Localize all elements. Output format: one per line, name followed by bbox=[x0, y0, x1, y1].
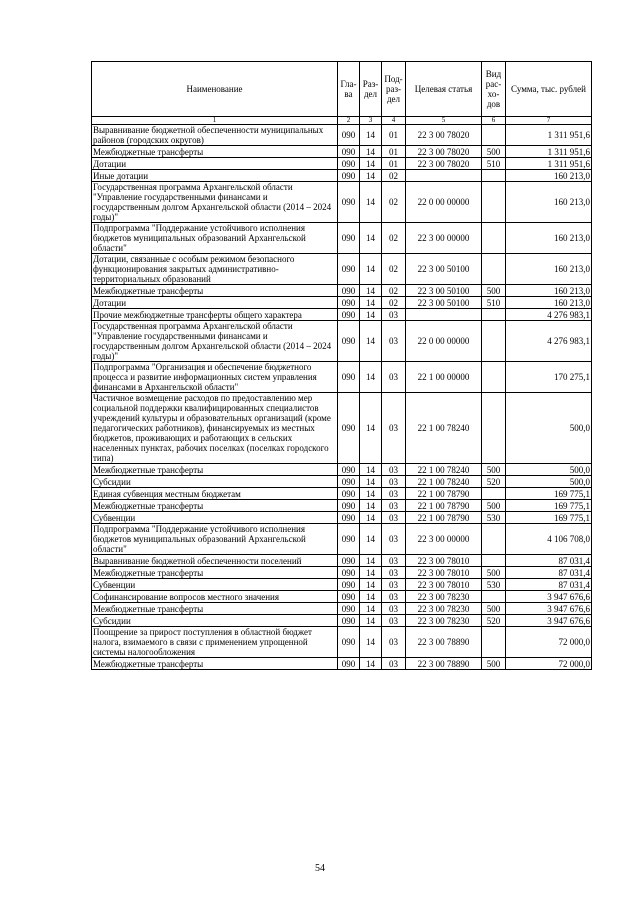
row-podrazdel: 03 bbox=[382, 524, 406, 555]
column-numbers-row bbox=[92, 117, 592, 125]
row-name: Межбюджетные трансферты bbox=[92, 603, 338, 615]
table-header-row bbox=[92, 62, 592, 117]
row-vid bbox=[482, 223, 506, 254]
row-name: Выравнивание бюджетной обеспеченности муниципальных районов (городских округов) bbox=[92, 125, 338, 146]
table-row bbox=[92, 627, 592, 658]
row-sum: 170 275,1 bbox=[506, 362, 592, 393]
row-target bbox=[406, 170, 482, 182]
row-target bbox=[406, 309, 482, 321]
row-podrazdel: 03 bbox=[382, 512, 406, 524]
table-row bbox=[92, 524, 592, 555]
row-name: Межбюджетные трансферты bbox=[92, 567, 338, 579]
row-name: Межбюджетные трансферты bbox=[92, 500, 338, 512]
row-vid: 530 bbox=[482, 512, 506, 524]
row-podrazdel: 02 bbox=[382, 170, 406, 182]
table-row bbox=[92, 309, 592, 321]
row-name: Межбюджетные трансферты bbox=[92, 464, 338, 476]
header-name: Наименование bbox=[92, 62, 338, 117]
row-sum: 3 947 676,6 bbox=[506, 615, 592, 627]
row-sum: 169 775,1 bbox=[506, 500, 592, 512]
row-razdel: 14 bbox=[360, 512, 382, 524]
table-row bbox=[92, 146, 592, 158]
row-glava: 090 bbox=[338, 309, 360, 321]
row-podrazdel: 03 bbox=[382, 591, 406, 603]
row-sum: 500,0 bbox=[506, 464, 592, 476]
row-vid bbox=[482, 125, 506, 146]
row-name: Частичное возмещение расходов по предоставлению мер социальной поддержки квалифицированных специалистов учреждений культуры и образовательных организаций (кроме педагогических работников), финансируемых из местных бюджетов, проживающих и работающих в сельских населенных пунктах, рабочих поселках (поселках городского типа) bbox=[92, 393, 338, 464]
table-row bbox=[92, 500, 592, 512]
row-glava: 090 bbox=[338, 158, 360, 170]
table-row bbox=[92, 182, 592, 223]
row-vid bbox=[482, 170, 506, 182]
row-razdel: 14 bbox=[360, 500, 382, 512]
row-sum: 1 311 951,6 bbox=[506, 146, 592, 158]
row-sum: 500,0 bbox=[506, 393, 592, 464]
row-sum: 160 213,0 bbox=[506, 170, 592, 182]
table-row bbox=[92, 223, 592, 254]
row-name: Подпрограмма "Организация и обеспечение бюджетного процесса и развитие информационных систем управления финансами в Архангельской области" bbox=[92, 362, 338, 393]
row-vid: 500 bbox=[482, 603, 506, 615]
row-podrazdel: 02 bbox=[382, 223, 406, 254]
table-row bbox=[92, 579, 592, 591]
row-sum: 72 000,0 bbox=[506, 627, 592, 658]
header-sum: Сумма, тыс. рублей bbox=[506, 62, 592, 117]
row-podrazdel: 03 bbox=[382, 579, 406, 591]
row-sum: 169 775,1 bbox=[506, 512, 592, 524]
row-name: Дотации bbox=[92, 158, 338, 170]
column-number: 2 bbox=[338, 117, 360, 125]
row-razdel: 14 bbox=[360, 393, 382, 464]
row-glava: 090 bbox=[338, 321, 360, 362]
row-vid: 510 bbox=[482, 297, 506, 309]
row-target: 22 1 00 78790 bbox=[406, 512, 482, 524]
row-razdel: 14 bbox=[360, 223, 382, 254]
column-number: 5 bbox=[406, 117, 482, 125]
table-row bbox=[92, 170, 592, 182]
row-target: 22 1 00 78240 bbox=[406, 464, 482, 476]
row-razdel: 14 bbox=[360, 254, 382, 285]
row-podrazdel: 02 bbox=[382, 254, 406, 285]
row-razdel: 14 bbox=[360, 555, 382, 567]
row-target: 22 3 00 78010 bbox=[406, 555, 482, 567]
table-row bbox=[92, 488, 592, 500]
row-sum: 1 311 951,6 bbox=[506, 158, 592, 170]
header-glava: Гла-ва bbox=[338, 62, 360, 117]
row-target: 22 1 00 78240 bbox=[406, 476, 482, 488]
table-row bbox=[92, 476, 592, 488]
table-row bbox=[92, 615, 592, 627]
row-vid: 520 bbox=[482, 615, 506, 627]
table-row bbox=[92, 603, 592, 615]
row-target: 22 3 00 78020 bbox=[406, 125, 482, 146]
row-name: Межбюджетные трансферты bbox=[92, 658, 338, 670]
row-name: Межбюджетные трансферты bbox=[92, 146, 338, 158]
page-number: 54 bbox=[315, 863, 325, 874]
row-razdel: 14 bbox=[360, 297, 382, 309]
column-number: 1 bbox=[92, 117, 338, 125]
row-name: Выравнивание бюджетной обеспеченности поселений bbox=[92, 555, 338, 567]
row-razdel: 14 bbox=[360, 658, 382, 670]
row-name: Субвенции bbox=[92, 579, 338, 591]
row-vid bbox=[482, 393, 506, 464]
row-podrazdel: 03 bbox=[382, 362, 406, 393]
row-podrazdel: 03 bbox=[382, 555, 406, 567]
row-sum: 87 031,4 bbox=[506, 567, 592, 579]
row-glava: 090 bbox=[338, 579, 360, 591]
table-row bbox=[92, 125, 592, 146]
row-sum: 160 213,0 bbox=[506, 285, 592, 297]
row-podrazdel: 03 bbox=[382, 464, 406, 476]
row-vid: 500 bbox=[482, 567, 506, 579]
table-row bbox=[92, 254, 592, 285]
row-vid bbox=[482, 182, 506, 223]
row-glava: 090 bbox=[338, 524, 360, 555]
row-razdel: 14 bbox=[360, 285, 382, 297]
row-vid bbox=[482, 309, 506, 321]
table-row bbox=[92, 567, 592, 579]
row-vid bbox=[482, 627, 506, 658]
row-podrazdel: 01 bbox=[382, 158, 406, 170]
table-row bbox=[92, 297, 592, 309]
row-target: 22 3 00 00000 bbox=[406, 223, 482, 254]
row-target: 22 3 00 78230 bbox=[406, 615, 482, 627]
row-razdel: 14 bbox=[360, 615, 382, 627]
row-razdel: 14 bbox=[360, 170, 382, 182]
table-row bbox=[92, 555, 592, 567]
row-name: Софинансирование вопросов местного значения bbox=[92, 591, 338, 603]
row-podrazdel: 03 bbox=[382, 567, 406, 579]
column-number: 3 bbox=[360, 117, 382, 125]
row-glava: 090 bbox=[338, 393, 360, 464]
row-podrazdel: 03 bbox=[382, 603, 406, 615]
header-target: Целевая статья bbox=[406, 62, 482, 117]
row-vid bbox=[482, 321, 506, 362]
row-name: Дотации, связанные с особым режимом безопасного функционирования закрытых административно-территориальных образований bbox=[92, 254, 338, 285]
row-podrazdel: 03 bbox=[382, 658, 406, 670]
row-sum: 169 775,1 bbox=[506, 488, 592, 500]
row-podrazdel: 03 bbox=[382, 627, 406, 658]
row-glava: 090 bbox=[338, 476, 360, 488]
row-target: 22 3 00 78020 bbox=[406, 146, 482, 158]
row-name: Межбюджетные трансферты bbox=[92, 285, 338, 297]
row-podrazdel: 01 bbox=[382, 146, 406, 158]
table-row bbox=[92, 464, 592, 476]
row-podrazdel: 03 bbox=[382, 500, 406, 512]
row-glava: 090 bbox=[338, 627, 360, 658]
row-razdel: 14 bbox=[360, 627, 382, 658]
row-name: Субвенции bbox=[92, 512, 338, 524]
row-name: Прочие межбюджетные трансферты общего характера bbox=[92, 309, 338, 321]
row-name: Государственная программа Архангельской области "Управление государственными финансами и государственным долгом Архангельской области (2014 – 2024 годы)" bbox=[92, 182, 338, 223]
row-sum: 87 031,4 bbox=[506, 579, 592, 591]
row-podrazdel: 03 bbox=[382, 615, 406, 627]
row-glava: 090 bbox=[338, 567, 360, 579]
row-glava: 090 bbox=[338, 170, 360, 182]
table-row bbox=[92, 393, 592, 464]
row-sum: 72 000,0 bbox=[506, 658, 592, 670]
table-row bbox=[92, 285, 592, 297]
table-row bbox=[92, 512, 592, 524]
row-razdel: 14 bbox=[360, 464, 382, 476]
row-razdel: 14 bbox=[360, 567, 382, 579]
row-razdel: 14 bbox=[360, 182, 382, 223]
row-vid: 520 bbox=[482, 476, 506, 488]
row-glava: 090 bbox=[338, 254, 360, 285]
row-vid: 500 bbox=[482, 146, 506, 158]
budget-table bbox=[91, 61, 592, 670]
row-sum: 1 311 951,6 bbox=[506, 125, 592, 146]
row-target: 22 3 00 78230 bbox=[406, 591, 482, 603]
row-vid: 500 bbox=[482, 500, 506, 512]
table-row bbox=[92, 362, 592, 393]
row-vid bbox=[482, 488, 506, 500]
row-sum: 160 213,0 bbox=[506, 182, 592, 223]
row-target: 22 1 00 78790 bbox=[406, 500, 482, 512]
column-number: 4 bbox=[382, 117, 406, 125]
row-name: Подпрограмма "Поддержание устойчивого исполнения бюджетов муниципальных образований Архангельской области" bbox=[92, 223, 338, 254]
row-sum: 500,0 bbox=[506, 476, 592, 488]
table-row bbox=[92, 658, 592, 670]
row-podrazdel: 02 bbox=[382, 182, 406, 223]
row-razdel: 14 bbox=[360, 524, 382, 555]
row-vid: 510 bbox=[482, 158, 506, 170]
row-glava: 090 bbox=[338, 297, 360, 309]
column-number: 6 bbox=[482, 117, 506, 125]
row-vid: 500 bbox=[482, 658, 506, 670]
row-target: 22 3 00 78890 bbox=[406, 627, 482, 658]
row-glava: 090 bbox=[338, 223, 360, 254]
row-target: 22 1 00 00000 bbox=[406, 362, 482, 393]
table-row bbox=[92, 321, 592, 362]
row-glava: 090 bbox=[338, 591, 360, 603]
row-target: 22 3 00 50100 bbox=[406, 297, 482, 309]
row-glava: 090 bbox=[338, 182, 360, 223]
row-sum: 4 276 983,1 bbox=[506, 309, 592, 321]
row-podrazdel: 03 bbox=[382, 309, 406, 321]
row-name: Подпрограмма "Поддержание устойчивого исполнения бюджетов муниципальных образований Архангельской области" bbox=[92, 524, 338, 555]
row-vid bbox=[482, 524, 506, 555]
row-glava: 090 bbox=[338, 464, 360, 476]
row-glava: 090 bbox=[338, 512, 360, 524]
row-sum: 3 947 676,6 bbox=[506, 591, 592, 603]
row-target: 22 3 00 78890 bbox=[406, 658, 482, 670]
row-sum: 4 276 983,1 bbox=[506, 321, 592, 362]
row-podrazdel: 03 bbox=[382, 393, 406, 464]
row-podrazdel: 02 bbox=[382, 285, 406, 297]
row-sum: 160 213,0 bbox=[506, 254, 592, 285]
header-podrazdel: Под-раз-дел bbox=[382, 62, 406, 117]
row-razdel: 14 bbox=[360, 125, 382, 146]
row-glava: 090 bbox=[338, 615, 360, 627]
row-target: 22 3 00 00000 bbox=[406, 524, 482, 555]
row-vid bbox=[482, 591, 506, 603]
row-glava: 090 bbox=[338, 146, 360, 158]
row-razdel: 14 bbox=[360, 158, 382, 170]
row-target: 22 3 00 50100 bbox=[406, 254, 482, 285]
row-podrazdel: 03 bbox=[382, 488, 406, 500]
table-row bbox=[92, 158, 592, 170]
row-target: 22 3 00 50100 bbox=[406, 285, 482, 297]
row-razdel: 14 bbox=[360, 476, 382, 488]
row-glava: 090 bbox=[338, 555, 360, 567]
row-target: 22 3 00 78010 bbox=[406, 567, 482, 579]
row-name: Поощрение за прирост поступления в областной бюджет налога, взимаемого в связи с применением упрощенной системы налогообложения bbox=[92, 627, 338, 658]
row-sum: 4 106 708,0 bbox=[506, 524, 592, 555]
row-podrazdel: 03 bbox=[382, 476, 406, 488]
header-razdel: Раз-дел bbox=[360, 62, 382, 117]
row-vid: 500 bbox=[482, 285, 506, 297]
row-target: 22 3 00 78020 bbox=[406, 158, 482, 170]
row-razdel: 14 bbox=[360, 488, 382, 500]
row-razdel: 14 bbox=[360, 309, 382, 321]
row-glava: 090 bbox=[338, 658, 360, 670]
row-sum: 87 031,4 bbox=[506, 555, 592, 567]
row-target: 22 1 00 78240 bbox=[406, 393, 482, 464]
row-name: Дотации bbox=[92, 297, 338, 309]
row-sum: 3 947 676,6 bbox=[506, 603, 592, 615]
row-podrazdel: 02 bbox=[382, 297, 406, 309]
row-name: Единая субвенция местным бюджетам bbox=[92, 488, 338, 500]
row-vid: 500 bbox=[482, 464, 506, 476]
row-razdel: 14 bbox=[360, 321, 382, 362]
row-glava: 090 bbox=[338, 488, 360, 500]
row-name: Иные дотации bbox=[92, 170, 338, 182]
row-name: Государственная программа Архангельской области "Управление государственными финансами и государственным долгом Архангельской области (2014 – 2024 годы)" bbox=[92, 321, 338, 362]
row-name: Субсидии bbox=[92, 615, 338, 627]
row-target: 22 0 00 00000 bbox=[406, 321, 482, 362]
row-target: 22 3 00 78230 bbox=[406, 603, 482, 615]
row-razdel: 14 bbox=[360, 579, 382, 591]
row-target: 22 1 00 78790 bbox=[406, 488, 482, 500]
row-sum: 160 213,0 bbox=[506, 297, 592, 309]
table-body bbox=[92, 125, 592, 670]
header-vid: Вид рас-хо-дов bbox=[482, 62, 506, 117]
row-sum: 160 213,0 bbox=[506, 223, 592, 254]
column-number: 7 bbox=[506, 117, 592, 125]
row-razdel: 14 bbox=[360, 603, 382, 615]
row-vid: 530 bbox=[482, 579, 506, 591]
row-razdel: 14 bbox=[360, 362, 382, 393]
row-name: Субсидии bbox=[92, 476, 338, 488]
row-glava: 090 bbox=[338, 362, 360, 393]
table-row bbox=[92, 591, 592, 603]
row-vid bbox=[482, 555, 506, 567]
row-vid bbox=[482, 362, 506, 393]
row-razdel: 14 bbox=[360, 146, 382, 158]
row-glava: 090 bbox=[338, 603, 360, 615]
row-podrazdel: 01 bbox=[382, 125, 406, 146]
row-glava: 090 bbox=[338, 285, 360, 297]
row-glava: 090 bbox=[338, 125, 360, 146]
row-vid bbox=[482, 254, 506, 285]
row-glava: 090 bbox=[338, 500, 360, 512]
row-podrazdel: 03 bbox=[382, 321, 406, 362]
row-target: 22 3 00 78010 bbox=[406, 579, 482, 591]
row-target: 22 0 00 00000 bbox=[406, 182, 482, 223]
row-razdel: 14 bbox=[360, 591, 382, 603]
